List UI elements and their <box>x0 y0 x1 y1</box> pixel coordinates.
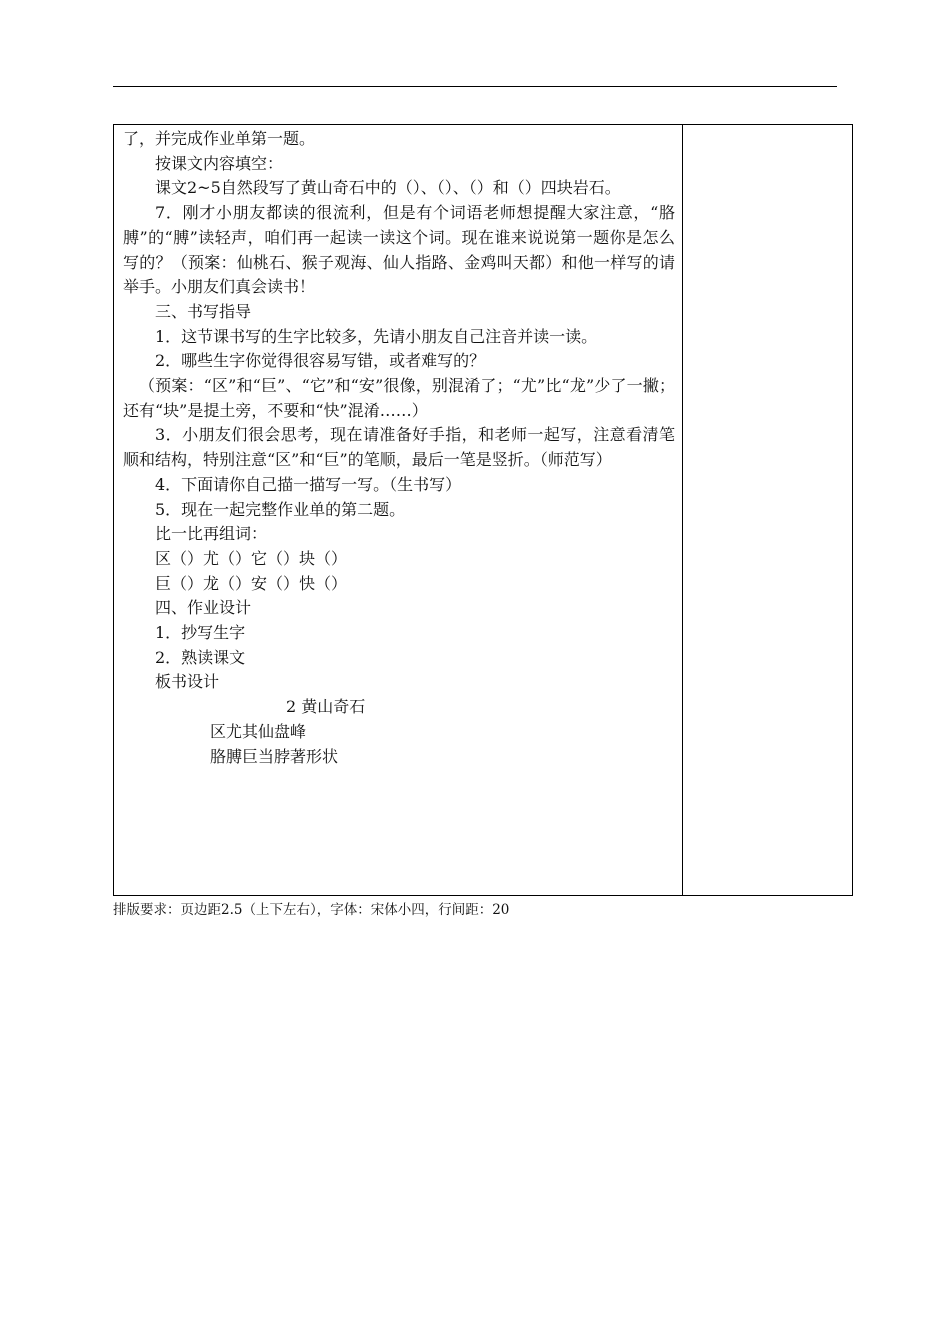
paragraph: 7．刚才小朋友都读的很流利，但是有个词语老师想提醒大家注意，“胳膊”的“膊”读轻声，咱们再一起读一读这个词。现在谁来说说第一题你是怎么写的？（预案：仙桃石、猴子观海、仙人指路、金鸡叫天都）和他一样写的请举手。小朋友们真会读书！ <box>123 203 675 297</box>
section-heading: 板书设计 <box>155 672 220 692</box>
paragraph: （预案：“区”和“巨”、“它”和“安”很像，别混淆了；“尤”比“龙”少了一撇；还有“块”是提土旁，不要和“快”混淆……） <box>123 376 675 420</box>
lesson-table <box>113 124 853 896</box>
paragraph: 按课文内容填空： <box>155 153 284 173</box>
paragraph: 3．小朋友们很会思考，现在请准备好手指，和老师一起写，注意看清笔顺和结构，特别注意“区”和“巨”的笔顺，最后一笔是竖折。（师范写） <box>123 425 675 470</box>
paragraph: 2．哪些生字你觉得很容易写错，或者难写的？ <box>155 351 486 371</box>
board-line: 胳膊巨当脖著形状 <box>210 746 339 766</box>
word-exercise-line: 区（）尤（）它（）块（） <box>155 548 348 568</box>
lesson-content-cell <box>123 127 675 769</box>
paragraph: 课文2~5自然段写了黄山奇石中的（）、（）、（）和（）四块岩石。 <box>155 178 621 198</box>
paragraph: 了，并完成作业单第一题。 <box>123 129 316 148</box>
paragraph: 比一比再组词： <box>155 524 268 544</box>
section-heading: 三、书写指导 <box>155 301 252 321</box>
board-line: 区尤其仙盘峰 <box>210 721 307 741</box>
paragraph: 5．现在一起完整作业单的第二题。 <box>155 499 406 519</box>
word-exercise-line: 巨（）龙（）安（）快（） <box>155 573 348 593</box>
paragraph: 4．下面请你自己描一描写一写。（生书写） <box>155 474 462 494</box>
layout-requirement-note: 排版要求：页边距2.5（上下左右），字体：宋体小四，行间距：20 <box>113 902 510 918</box>
header-rule <box>113 86 837 87</box>
paragraph: 1．抄写生字 <box>155 623 246 643</box>
notes-cell <box>683 125 852 895</box>
paragraph: 2．熟读课文 <box>155 647 246 667</box>
board-title: 2 黄山奇石 <box>286 697 366 717</box>
paragraph: 1．这节课书写的生字比较多，先请小朋友自己注音并读一读。 <box>155 326 598 346</box>
section-heading: 四、作业设计 <box>155 598 252 618</box>
